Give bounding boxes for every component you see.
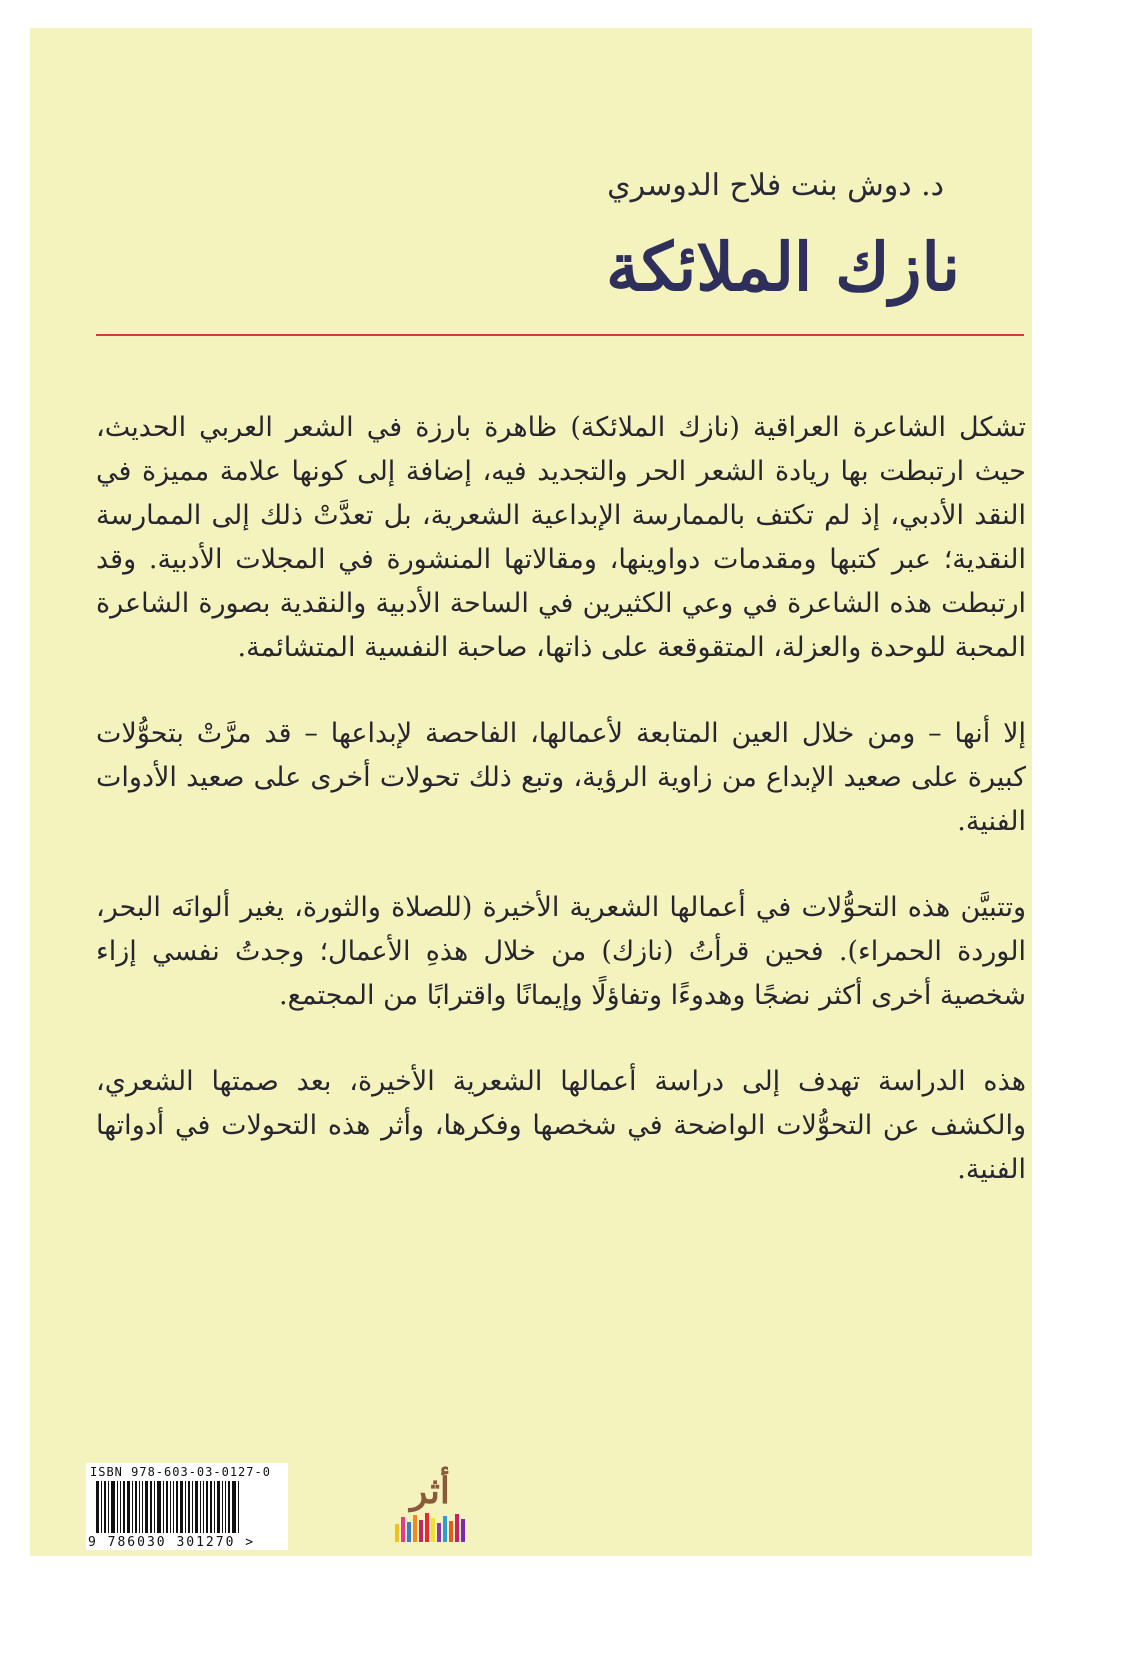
barcode-bar [210,1481,212,1533]
blurb-paragraph: تشكل الشاعرة العراقية (نازك الملائكة) ظاهرة بارزة في الشعر العربي الحديث، حيث ارتبطت بها ريادة الشعر الحر والتجديد فيه، إضافة إلى كونها علامة مميزة في النقد الأدبي، إذ لم تكتف بالممارسة الإبداعية الشعرية، بل تعدَّتْ ذلك إلى الممارسة النقدية؛ عبر كتبها ومقدمات دواوينها، ومقالاتها المنشورة في المجلات الأدبية. وقد ارتبطت هذه الشاعرة في وعي الكثيرين في الساحة الأدبية والنقدية بصورة الشاعرة المحبة للوحدة والعزلة، المتقوقعة على ذاتها، صاحبة النفسية المتشائمة. [96,412,1026,663]
isbn-label: ISBN 978-603-03-0127-0 [90,1465,271,1479]
barcode-bar [232,1481,236,1533]
book-title: نازك الملائكة [606,228,960,306]
logo-bar [407,1522,411,1542]
barcode-bar [163,1481,164,1533]
barcode-bar [154,1481,155,1533]
divider-line [96,334,1024,336]
barcode-bar [238,1481,239,1533]
isbn-barcode [86,1463,288,1550]
barcode-bar [185,1481,186,1533]
barcode-bar [225,1481,226,1533]
barcode-bar [170,1481,171,1533]
barcode-bar [132,1481,133,1533]
barcode-bar [176,1481,178,1533]
publisher-logo [395,1470,465,1550]
blurb [96,406,1026,1234]
logo-bar [425,1513,429,1542]
barcode-bar [222,1481,223,1533]
barcode-bar [135,1481,137,1533]
barcode-bar [111,1481,115,1533]
barcode-bar [188,1481,190,1533]
barcode-bar [104,1481,106,1533]
logo-bar [401,1517,405,1542]
barcode-bar [217,1481,220,1533]
blurb-paragraph: إلا أنها – ومن خلال العين المتابعة لأعمالها، الفاحصة لإبداعها – قد مرَّتْ بتحوُّلات كبيرة على صعيد الإبداع من زاوية الرؤية، وتبع ذلك تحولات أخرى على صعيد الأدوات الفنية. [96,718,1026,837]
barcode-bar [203,1481,204,1533]
barcode-bar [214,1481,215,1533]
barcode-bar [192,1481,193,1533]
barcode-bar [101,1481,102,1533]
logo-bar [419,1520,423,1542]
publisher-logo-word: أثر [410,1470,450,1512]
barcode-bar [108,1481,109,1533]
barcode-bar [139,1481,140,1533]
logo-bar [437,1523,441,1542]
barcode-bar [173,1481,174,1533]
barcode-bar [120,1481,121,1533]
logo-bar [431,1518,435,1542]
barcode-bar [228,1481,230,1533]
logo-bar [413,1515,417,1542]
logo-bar [443,1516,447,1542]
publisher-logo-bars-icon [395,1512,465,1542]
author-name: د. دوش بنت فلاح الدوسري [607,168,944,203]
book-back-cover [30,28,1032,1556]
barcode-bar [150,1481,152,1533]
barcode-bar [127,1481,130,1533]
barcode-bar [145,1481,148,1533]
blurb-paragraph: هذه الدراسة تهدف إلى دراسة أعمالها الشعرية الأخيرة، بعد صمتها الشعري، والكشف عن التحوُّلات الواضحة في شخصها وفكرها، وأثر هذه التحولات في أدواتها الفنية. [96,1066,1026,1185]
barcode-bar [142,1481,143,1533]
barcode-bar [200,1481,201,1533]
barcode-number: 9 786030 301270 > [88,1535,256,1550]
barcode-bar [206,1481,208,1533]
logo-bar [449,1521,453,1542]
barcode-bar [166,1481,168,1533]
barcode-bars [96,1481,278,1533]
barcode-bar [123,1481,125,1533]
barcode-bar [180,1481,183,1533]
blurb-paragraph: وتتبيَّن هذه التحوُّلات في أعمالها الشعرية الأخيرة (للصلاة والثورة، يغير ألوانَه البحر، الوردة الحمراء). فحين قرأتُ (نازك) من خلال هذهِ الأعمال؛ وجدتُ نفسي إزاء شخصية أخرى أكثر نضجًا وهدوءًا وتفاؤلًا وإيمانًا واقترابًا من المجتمع. [96,892,1026,1011]
barcode-bar [157,1481,161,1533]
logo-bar [461,1519,465,1542]
barcode-bar [117,1481,118,1533]
barcode-bar [96,1481,99,1533]
logo-bar [455,1514,459,1542]
logo-bar [395,1524,399,1542]
barcode-bar [195,1481,198,1533]
